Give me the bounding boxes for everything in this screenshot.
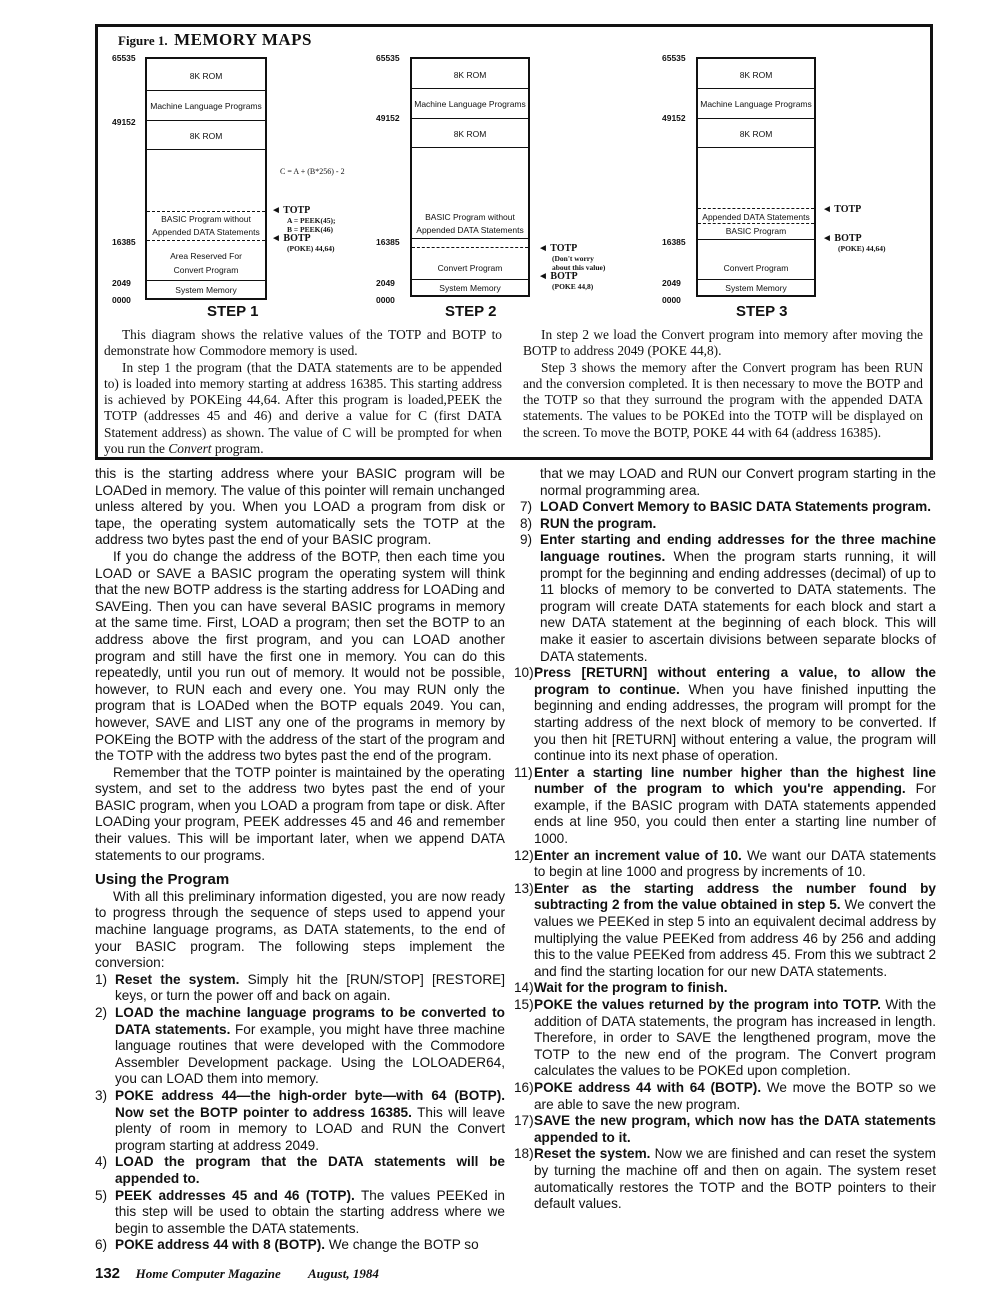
convert-block: Convert Program	[437, 263, 503, 273]
list-item: 4) LOAD the program that the DATA statements will be appended to.	[95, 1154, 505, 1186]
list-item: 8) RUN the program.	[520, 515, 657, 531]
memory-stack-step2	[410, 57, 530, 297]
figure-label: Figure 1.	[118, 33, 168, 48]
ml-block: Machine Language Programs	[700, 99, 812, 109]
section-heading: Using the Program	[95, 871, 230, 889]
right-column	[514, 466, 937, 1213]
figure-heading: MEMORY MAPS	[174, 30, 312, 49]
ml-block: Machine Language Programs	[150, 101, 262, 111]
addr-49152: 49152	[376, 113, 400, 123]
appended-block: Appended DATA Statements	[702, 212, 810, 222]
magazine-name: Home Computer Magazine	[135, 1266, 281, 1281]
addr-65535: 65535	[112, 53, 136, 63]
list-item: 11) Enter a starting line number higher than the highest line number of the program to which you're appending. For example, if the BASIC program with DATA statements appended ends at line 950, you could then enter a starting line number of 1000.	[514, 764, 936, 847]
convert-block: Convert Program	[723, 263, 789, 273]
totp-note: ◄ TOTP (Don't worry about this value) ◄ BOTP (POKE 44,8)	[538, 243, 606, 291]
botp-note: ◄ BOTP (POKE) 44,64)	[822, 233, 886, 253]
addr-49152: 49152	[662, 113, 686, 123]
list-item: 6) POKE address 44 with 8 (BOTP). We change the BOTP so	[95, 1237, 479, 1253]
addr-16385: 16385	[376, 237, 400, 247]
list-item: 9) Enter starting and ending addresses for the three machine language routines. When the program starts running, it will prompt for the beginning and ending addresses (decimal) of up to 11 blocks of memory to be converted to DATA statements. The program will create DATA statements for each block and start a new DATA statement at the beginning of each block. This will make it easier to ascertain divisions between separate blocks of DATA statements.	[520, 532, 936, 664]
addr-2049: 2049	[112, 278, 131, 288]
reserved-block: Area Reserved For	[170, 251, 242, 261]
system-memory-block: System Memory	[725, 283, 787, 293]
paragraph: If you do change the address of the BOTP, then each time you LOAD or SAVE a BASIC program the operating system will think that the new BOTP address is the starting address for LOADing and SAVEing. Then you can have several BASIC programs in memory at the same time. First, LOAD a program; then set the BOTP to an address above the first program, and you can LOAD another program and still have the first one in memory. You can do this repeatedly, until you run out of memory. It would not be possible, however, to RUN each and every one. You may RUN only the program that is LOADed when the BOTP equals 2049. You can, however, SAVE and LIST any one of the programs in memory by POKEing the BOTP with the address of the start of the program and the TOTP with the address two bytes past the end of the program.	[95, 548, 505, 764]
issue-date: August, 1984	[308, 1266, 379, 1281]
memory-stack-step3	[696, 57, 816, 297]
addr-2049: 2049	[376, 278, 395, 288]
list-item: 13) Enter as the starting address the number found by subtracting 2 from the value obtained in step 5. We convert the values we PEEKed in step 5 into an equivalent decimal address by multiplying the value PEEKed from address 46 by 256 and adding this to the value PEEKed from address 45. From this we subtract 2 and find the starting location for our new DATA statements.	[514, 880, 937, 979]
caption-right: In step 2 we load the Convert program into memory after moving the BOTP to address 2049 (POKE 44,8). Step 3 shows the memory after the Convert program has been RUN and the conversion completed. It is then necessary to move the BOTP and the TOTP so that they surround the program with the appended DATA statements. The values to be POKEd into the TOTP will be displayed on the screen. To move the BOTP, POKE 44 with 64 (address 16385).	[523, 327, 923, 440]
basic-block: BASIC Program without	[161, 214, 251, 224]
step-3-label: STEP 3	[736, 303, 788, 320]
convert-block: Convert Program	[173, 265, 239, 275]
list-item: 16) POKE address 44 with 64 (BOTP). We move the BOTP so we are able to save the new program.	[514, 1079, 936, 1112]
caption-left: This diagram shows the relative values of the TOTP and BOTP to demonstrate how Commodore memory is used. In step 1 the program (that the DATA statements are to be appended to) is loaded into memory starting at address 16385. This starting address is achieved by POKEing 44,64. After this program is loaded,PEEK the TOTP (addresses 45 and 46) and derive a value for C (first DATA Statement address) as shown. The value of C will be prompted for when you run the Convert program.	[104, 327, 502, 457]
addr-65535: 65535	[662, 53, 686, 63]
basic-program-block: BASIC Program	[725, 226, 787, 236]
steps-list	[514, 499, 937, 1213]
paragraph: With all this preliminary information digested, you are now ready to progress through the sequence of steps used to append your machine language programs, as DATA statements, to the end of your BASIC program. The following steps implement the conversion:	[95, 888, 505, 971]
addr-0000: 0000	[112, 295, 131, 305]
rom-block: 8K ROM	[189, 131, 223, 141]
list-item: 5) PEEK addresses 45 and 46 (TOTP). The values PEEKed in this step will be used to obtain the starting address where we begin to assemble the DATA statements.	[95, 1187, 505, 1236]
list-item: 14) Wait for the program to finish.	[514, 980, 728, 996]
list-item: 1) Reset the system. Simply hit the [RUN/STOP] [RESTORE] keys, or turn the power off and back on again.	[95, 971, 505, 1004]
appended-block: Appended DATA Statements	[416, 225, 524, 235]
list-item: 3) POKE address 44—the high-order byte—with 64 (BOTP). Now set the BOTP pointer to address 16385. This will leave plenty of room in memory to LOAD and RUN the Convert program starting at address 2049.	[95, 1087, 505, 1153]
rom-block: 8K ROM	[189, 71, 223, 81]
addr-0000: 0000	[662, 295, 681, 305]
rom-block: 8K ROM	[453, 70, 487, 80]
appended-block: Appended DATA Statements	[152, 227, 260, 237]
list-item: 17) SAVE the new program, which now has the DATA statements appended to it.	[514, 1113, 936, 1145]
paragraph: Remember that the TOTP pointer is maintained by the operating system, and set to the address two bytes past the end of your BASIC program, when you LOAD a program from tape or disk. After LOADing your program, PEEK addresses 45 and 46 and remember their values. This will be important later, when we append DATA statements to our programs.	[95, 764, 505, 863]
list-item: 18) Reset the system. Now we are finished and can reset the system by turning the machine off and then on again. The system reset automatically restores the TOTP and the BOTP pointers to their default values.	[514, 1146, 936, 1212]
paragraph: this is the starting address where your BASIC program will be LOADed in memory. The value of this pointer will remain unchanged unless altered by you. When you LOAD a program from disk or tape, the operating system automatically sets the TOTP at the address two bytes past the end of your BASIC program.	[95, 466, 505, 548]
figure-title	[118, 30, 312, 50]
addr-65535: 65535	[376, 53, 400, 63]
addr-16385: 16385	[662, 237, 686, 247]
left-column	[95, 466, 505, 1254]
system-memory-block: System Memory	[175, 285, 237, 295]
formula: C = A + (B*256) - 2	[280, 167, 345, 176]
rom-block: 8K ROM	[453, 129, 487, 139]
step-1-label: STEP 1	[207, 303, 259, 320]
list-item: 2) LOAD the machine language programs to be converted to DATA statements. For example, you might have three machine language routines that were developed with the Commodore Assembler Development package. Using the LOLOADER64, you can LOAD them into memory.	[95, 1005, 505, 1087]
addr-49152: 49152	[112, 117, 136, 127]
list-item: 12) Enter an increment value of 10. We want our DATA statements to begin at line 1000 and progress by increments of 10.	[514, 847, 936, 880]
totp-note: ◄ TOTP A = PEEK(45); B = PEEK(46) ◄ BOTP (POKE) 44,64)	[271, 205, 336, 253]
rom-block: 8K ROM	[739, 70, 773, 80]
addr-16385: 16385	[112, 237, 136, 247]
list-item: 10) Press [RETURN] without entering a value, to allow the program to continue. When you have finished inputting the beginning and ending addresses, the program will prompt for the starting address of the next block of memory to be converted. If you then hit [RETURN] without entering a value, the program will continue into its next phase of operation.	[514, 665, 937, 764]
steps-list	[95, 972, 505, 1254]
step-2-label: STEP 2	[445, 303, 497, 320]
memory-stack-step1	[145, 57, 267, 300]
addr-2049: 2049	[662, 278, 681, 288]
page-footer	[95, 1265, 379, 1282]
list-item: 15) POKE the values returned by the program into TOTP. With the addition of DATA statements, the program has increased in length. Therefore, in order to SAVE the lengthened program, move the TOTP to the new end of the program. The Convert program calculates the values to be POKEd upon completion.	[514, 997, 937, 1079]
page-number: 132	[95, 1265, 121, 1282]
system-memory-block: System Memory	[439, 283, 501, 293]
addr-0000: 0000	[376, 295, 395, 305]
totp-note: ◄ TOTP	[822, 204, 862, 215]
paragraph: that we may LOAD and RUN our Convert program starting in the normal programming area.	[540, 466, 936, 498]
ml-block: Machine Language Programs	[414, 99, 526, 109]
list-item: 7) LOAD Convert Memory to BASIC DATA Statements program.	[520, 499, 931, 515]
rom-block: 8K ROM	[739, 129, 773, 139]
basic-block: BASIC Program without	[425, 212, 515, 222]
